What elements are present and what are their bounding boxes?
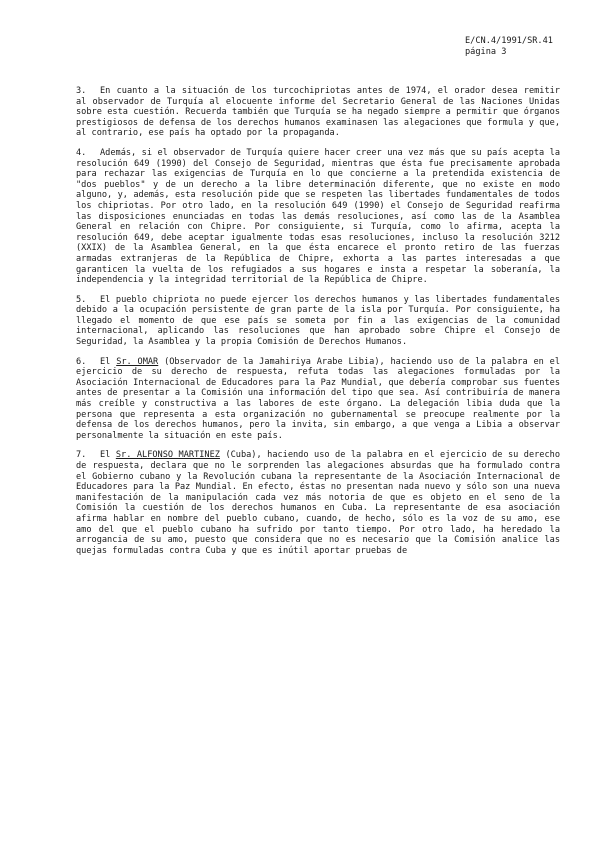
document-header xyxy=(465,36,575,57)
speaker-name: Sr. OMAR xyxy=(116,356,159,367)
paragraph-text: (Cuba), haciendo uso de la palabra en el ejercicio de su derecho de respuesta, declara que no le sorprenden las alegaciones absurdas que ha formulado contra el Gobierno cubano y la Revolución cubana la representante de la Asociación Internacional de Educadores para la Paz Mundial. En efecto, éstas no presentan nada nuevo y sólo son una nueva manifestación de la manipulación cada vez más notoria de que es objeto en el seno de la Comisión la cuestión de los derechos humanos en Cuba. La representante de esa asociación afirma hablar en nombre del pueblo cubano, cuando, de hecho, sólo es la voz de su amo, ese amo del que el pueblo cubano ha sufrido por tanto tiempo. Por otro lado, ha heredado la arrogancia de su amo, puesto que considera que no es necesario que la Comisión analice las quejas formuladas contra Cuba y que es inútil aportar pruebas de xyxy=(76,450,560,556)
paragraph-text: El pueblo chipriota no puede ejercer los derechos humanos y las libertades fundamentales debido a la ocupación persistente de gran parte de la isla por Turquía. Por consiguiente, ha llegado el momento de que ese país se someta por fin a las exigencias de la comunidad internacional, aplicando las resoluciones que han aprobado sobre Chipre el Consejo de Seguridad, la Asamblea y la propia Comisión de Derechos Humanos. xyxy=(76,294,560,348)
paragraph-number: 3. xyxy=(76,86,87,96)
paragraph-number: 4. xyxy=(76,147,87,158)
paragraph-text: Además, si el observador de Turquía quiere hacer creer una vez más que su país acepta la resolución 649 (1990) del Consejo de Seguridad, mientras que ésta fue precisamente aprobada para rechazar las exigencias de Turquía en lo que concierne a la pretendida existencia de "dos pueblos" y de un derecho a la libre determinación diferente, que no existe en modo alguno, y, además, esta resolución pide que se respeten las libertades fundamentales de todos los chipriotas. Por otro lado, en la resolución 649 (1990) el Consejo de Seguridad reafirma las disposiciones enunciadas en todas las demás resoluciones, así como las de la Asamblea General en relación con Chipre. Por consiguiente, si Turquía, como lo afirma, acepta la resolución 649, debe aceptar igualmente todas esas resoluciones, incluso la resolución 3212 (XXIX) de la Asamblea General, en la que ésta encarece el pronto retiro de las fuerzas armadas extranjeras de la República de Chipre, exhorta a las partes interesadas a que garanticen la vuelta de los refugiados a sus hogares e insta a respetar la soberanía, la independencia y la integridad territorial de la República de Chipre. xyxy=(76,147,560,286)
paragraph-number: 6. xyxy=(76,356,87,367)
paragraph-number: 5. xyxy=(76,294,87,305)
speaker-name: Sr. ALFONSO MARTINEZ xyxy=(115,450,220,461)
speaker-prefix: El xyxy=(100,450,116,461)
paragraph-3 xyxy=(76,86,560,139)
paragraph-number: 7. xyxy=(76,450,87,461)
paragraph-7 xyxy=(76,450,560,556)
paragraph-5 xyxy=(76,295,560,348)
speaker-prefix: El xyxy=(100,356,117,367)
paragraph-text: (Observador de la Jamahiriya Arabe Libia), haciendo uso de la palabra en el ejercicio de su derecho de respuesta, refuta todas las alegaciones formuladas por la Asociación Internacional de Educadores para la Paz Mundial, que debería comprobar sus fuentes antes de presentar a la Comisión una información del tipo que sea. Así contribuiría de manera más creíble y constructiva a las labores de este órgano. La delegación libia duda que la persona que representa a esta organización no gubernamental se preocupe realmente por la defensa de los derechos humanos, pero la invita, sin embargo, a que venga a Libia a observar personalmente la situación en este país. xyxy=(76,356,560,441)
paragraph-text: En cuanto a la situación de los turcochipriotas antes de 1974, el orador desea remitir al observador de Turquía al elocuente informe del Secretario General de las Naciones Unidas sobre esta cuestión. Recuerda también que Turquía se ha negado siempre a permitir que órganos prestigiosos de defensa de los derechos humanos examinasen las alegaciones que formula y que, al contrario, ese país ha optado por la propaganda. xyxy=(76,86,560,139)
page-number: página 3 xyxy=(465,46,507,57)
paragraph-6 xyxy=(76,357,560,442)
document-body xyxy=(76,86,560,565)
document-symbol: E/CN.4/1991/SR.41 xyxy=(465,36,553,46)
paragraph-4 xyxy=(76,148,560,286)
